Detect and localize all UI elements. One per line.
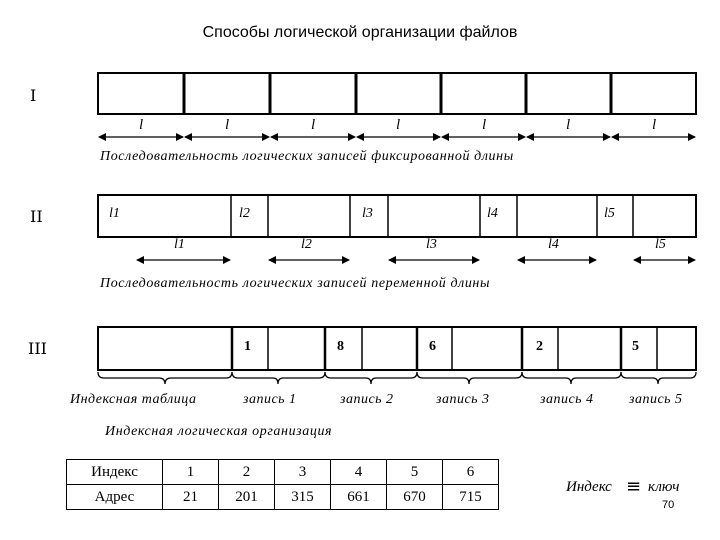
- indexed-strip: [98, 327, 696, 370]
- length-label: l: [225, 117, 230, 133]
- table-cell: Индекс: [67, 460, 163, 485]
- equivalence-symbol: ≡: [626, 476, 642, 497]
- pointer-value: 2: [536, 339, 543, 354]
- table-cell: 201: [219, 485, 275, 510]
- table-row: [67, 460, 499, 485]
- record-braces: [98, 372, 696, 384]
- section-i-marker: I: [30, 86, 37, 105]
- fixed-records-strip: [98, 73, 696, 114]
- table-row: [67, 485, 499, 510]
- length-label: l: [396, 117, 401, 133]
- length-label: l: [566, 117, 571, 133]
- page-title: Способы логической организации файлов: [202, 24, 518, 41]
- length-label: l1: [174, 237, 185, 252]
- group-label-record: запись 4: [540, 392, 594, 407]
- index-table: [66, 459, 499, 510]
- legend-index-text: Индекс: [566, 479, 612, 495]
- section-iii-caption: Индексная логическая организация: [105, 424, 333, 439]
- pointer-value: 5: [632, 339, 639, 354]
- length-label: l2: [301, 237, 312, 252]
- length-label: l: [652, 117, 657, 133]
- group-label-index-table: Индексная таблица: [70, 392, 197, 407]
- table-cell: 5: [387, 460, 443, 485]
- record-label: l5: [604, 206, 615, 221]
- legend-key-text: ключ: [648, 479, 680, 495]
- table-cell: 1: [163, 460, 219, 485]
- length-label: l: [482, 117, 487, 133]
- record-label: l3: [362, 206, 373, 221]
- table-cell: 4: [331, 460, 387, 485]
- pointer-value: 8: [337, 339, 344, 354]
- pointer-value: 6: [429, 339, 436, 354]
- group-label-record: запись 3: [436, 392, 490, 407]
- pointer-value: 1: [244, 339, 251, 354]
- group-label-record: запись 5: [629, 392, 683, 407]
- table-cell: 715: [443, 485, 499, 510]
- length-label: l: [311, 117, 316, 133]
- section-ii-caption: Последовательность логических записей переменной длины: [100, 276, 491, 291]
- table-cell: 661: [331, 485, 387, 510]
- length-label: l: [139, 117, 144, 133]
- group-label-record: запись 1: [243, 392, 297, 407]
- section-ii-marker: II: [30, 207, 43, 226]
- record-label: l1: [109, 206, 120, 221]
- record-label: l2: [239, 206, 250, 221]
- group-label-record: запись 2: [340, 392, 394, 407]
- table-cell: Адрес: [67, 485, 163, 510]
- page-number: 70: [662, 499, 675, 511]
- table-cell: 3: [275, 460, 331, 485]
- table-cell: 670: [387, 485, 443, 510]
- table-cell: 2: [219, 460, 275, 485]
- length-label: l5: [655, 237, 666, 252]
- record-label: l4: [487, 206, 498, 221]
- table-cell: 315: [275, 485, 331, 510]
- table-cell: 21: [163, 485, 219, 510]
- section-iii-marker: III: [28, 339, 47, 358]
- section-i-caption: Последовательность логических записей фиксированной длины: [100, 149, 514, 164]
- length-label: l3: [426, 237, 437, 252]
- table-cell: 6: [443, 460, 499, 485]
- length-label: l4: [548, 237, 559, 252]
